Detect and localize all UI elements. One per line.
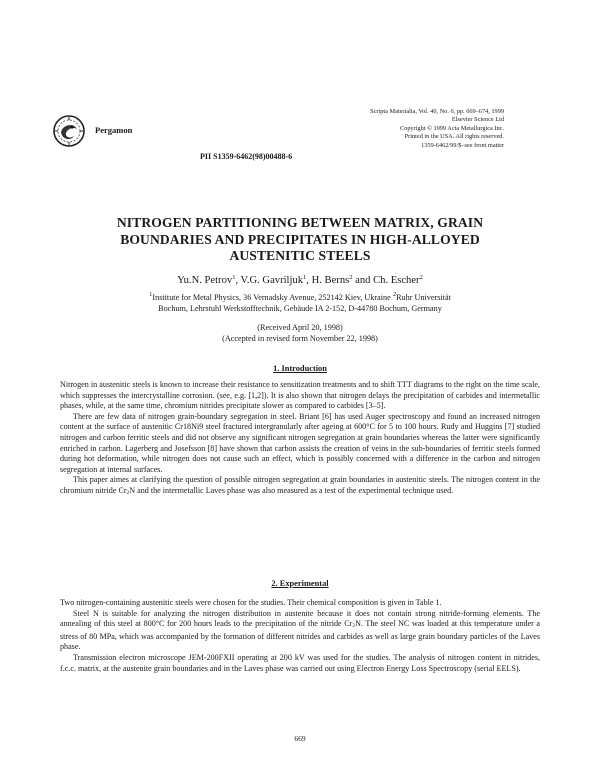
paragraph	[60, 475, 540, 498]
pergamon-logo-icon	[52, 114, 86, 148]
title-line: NITROGEN PARTITIONING BETWEEN MATRIX, GRAIN	[116, 215, 484, 230]
author-separator: and	[352, 275, 374, 286]
paragraph-text: Steel N is suitable for analyzing the nitrogen distribution in austenite because it does not contain strong nitride-forming elements. The annealing of this steel at 800°C for 200 hours leads to the precipitation of the nitride Cr	[60, 608, 540, 629]
paragraph: There are few data of nitrogen grain-boundary segregation in steel. Briant [6] has used Auger spectroscopy and found an increased nitrogen content at the surface of austenitic Cr18Ni9 steel fractured intergranularly after ageing at 600°C for 5 to 100 hours. Rudy and Huggins [7] studied nitrogen and carbon ferritic steels and did not observe any significant nitrogen segregation at grain boundaries whereas the latter were significantly enriched in carbon. Lagerberg and Josefsson [8] have shown that carbon assists the creation of veins in the sub-boundaries of ferritic steels formed during hot deformation, while nitrogen does not cause such an effect, which is possibly concerned with a difference in the carbon and nitrogen segregation at internal surfaces.	[60, 411, 540, 474]
author-affiliation-mark: 1	[303, 274, 307, 281]
journal-citation-block	[370, 108, 504, 150]
section-heading-text: 2. Experimental	[271, 579, 329, 588]
paragraph: Two nitrogen-containing austenitic steels were chosen for the studies. Their chemical composition is given in Table 1.	[60, 598, 442, 607]
paragraph: Nitrogen in austenitic steels is known to increase their resistance to sensitization treatments and to shift TTT diagrams to the right on the time scale, which suppresses the intercrystalline corrosion. (see, e.g. [1,2]). It is also shown that nitrogen delays the precipitation of carbides and intermetallic phases, while, at the same time, chromium nitrides precipitate slower as compared to carbides [3–5].	[60, 380, 540, 411]
subscript: 2	[352, 623, 356, 630]
publisher-name: Pergamon	[95, 125, 133, 135]
paragraph-text: N and the intermetallic Laves phase was also measured as a test of the experimental technique used.	[129, 485, 454, 495]
title-line: AUSTENITIC STEELS	[229, 248, 371, 263]
affiliation-line: Bochum, Lehrstuhl Werkstofftechnik, Gebäude IA 2-152, D-44780 Bochum, Germany	[158, 304, 442, 313]
pii-identifier: PII S1359-6462(98)00488-6	[200, 152, 293, 161]
paragraph-text: This paper aimes at clarifying the question of possible nitrogen segregation at grain boundaries in austenitic steels. The nitrogen content in the chromium nitride Cr	[60, 475, 540, 495]
paragraph	[60, 609, 540, 653]
accepted-date: (Accepted in revised form November 22, 1998)	[222, 334, 378, 343]
author-name: Yu.N. Petrov	[177, 275, 233, 286]
affiliation-text: Institute for Metal Physics, 36 Vernadsky Avenue, 252142 Kiev, Ukraine	[152, 293, 393, 302]
section-heading-experimental	[60, 579, 540, 588]
affiliations	[60, 289, 540, 314]
section-heading-text: 1. Introduction	[273, 364, 327, 373]
article-title	[60, 215, 540, 265]
experimental-body	[60, 598, 540, 674]
author-affiliation-mark: 2	[349, 274, 353, 281]
journal-line: Printed in the USA. All rights reserved.	[404, 133, 504, 141]
introduction-body	[60, 380, 540, 499]
subscript: 2	[126, 489, 130, 496]
journal-line: Elsevier Science Ltd	[451, 116, 504, 124]
affiliation-line	[60, 289, 540, 303]
author-affiliation-mark: 1	[232, 274, 236, 281]
title-line: BOUNDARIES AND PRECIPITATES IN HIGH-ALLOYED	[120, 231, 480, 247]
author-separator: ,	[306, 275, 312, 286]
author-name: H. Berns	[311, 275, 350, 286]
paragraph-text: N. The steel NC was loaded at this temperature under a stress of 80 MPa, which was accompanied by the formation of different nitrides and carbides as well as large grain boundary particles of the Laves phase.	[60, 619, 540, 652]
author-separator: ,	[235, 275, 241, 286]
journal-line: 1359-6462/99/$–see front matter	[421, 141, 504, 149]
author-name: V.G. Gavriljuk	[240, 275, 304, 286]
affiliation-mark: 2	[392, 291, 397, 298]
author-list	[60, 274, 540, 286]
author-affiliation-mark: 2	[419, 274, 423, 281]
journal-line: Scripta Materialia, Vol. 40, No. 6, pp. 669–674, 1999	[370, 108, 504, 115]
received-dates	[60, 322, 540, 344]
page-number: 669	[294, 734, 306, 743]
section-heading-introduction	[60, 364, 540, 373]
paragraph: Transmission electron microscope JEM-200FXII operating at 200 kV was used for the studies. The analysis of nitrogen content in nitrides, f.c.c. matrix, at the austenite grain boundaries and in the Laves phase was carried out using Electron Energy Loss Spectroscopy (serial EELS).	[60, 652, 540, 673]
journal-line: Copyright © 1999 Acta Metallurgica Inc.	[400, 124, 504, 132]
affiliation-mark: 1	[149, 291, 153, 298]
received-date: (Received April 20, 1998)	[257, 323, 343, 332]
author-name: Ch. Escher	[373, 275, 420, 286]
affiliation-text: Ruhr Universität	[396, 293, 451, 302]
